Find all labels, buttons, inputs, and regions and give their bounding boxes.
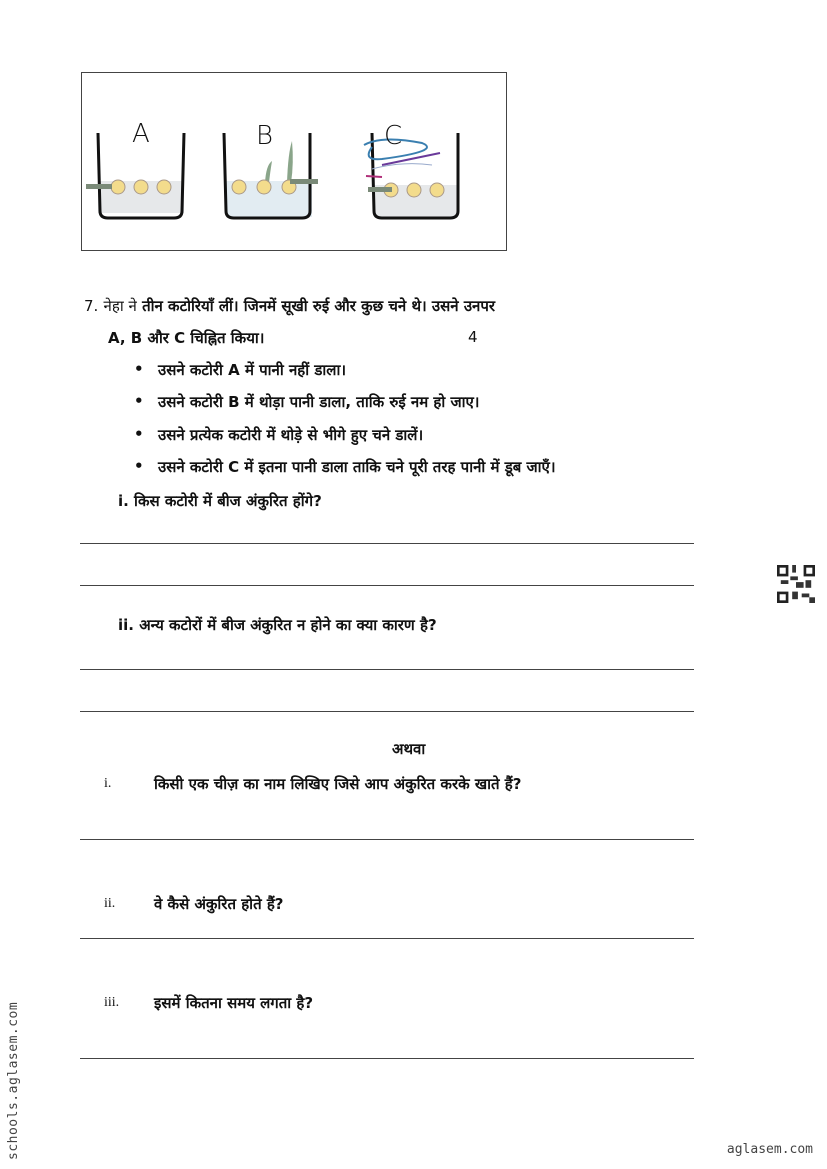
marks: 4 [468, 328, 478, 346]
watermark-left: schools.aglasem.com [6, 1001, 21, 1160]
question-7-line2: A, B और C चिह्नित किया। [108, 329, 265, 347]
answer-line [80, 938, 694, 939]
cup-c [364, 133, 458, 218]
answer-line [80, 669, 694, 670]
alt-item-number: ii. [104, 896, 116, 911]
question-7-line1 [84, 296, 495, 316]
alt-item-number: iii. [104, 995, 120, 1010]
answer-line [80, 543, 694, 544]
alt-item-number: i. [104, 776, 112, 791]
experiment-figure [81, 72, 507, 251]
cup-label-c: C [384, 121, 403, 151]
alt-item-text: वे कैसे अंकुरित होते हैं? [154, 895, 284, 913]
bullet-item: • उसने प्रत्येक कटोरी में थोड़े से भीगे हुए चने डालें। [158, 425, 423, 445]
qr-code-icon [777, 565, 815, 603]
alt-item-text: किसी एक चीज़ का नाम लिखिए जिसे आप अंकुरित करके खाते हैं? [154, 775, 522, 793]
intro-bold: तीन कटोरियाँ लीं। जिनमें सूखी रुई और कुछ चने थे। उसने उनपर [142, 297, 496, 315]
answer-line [80, 585, 694, 586]
answer-line [80, 839, 694, 840]
or-heading: अथवा [392, 740, 426, 758]
sub-question-ii: ii. अन्य कटोरों में बीज अंकुरित न होने का क्या कारण है? [118, 616, 437, 634]
bullet-item: • उसने कटोरी C में इतना पानी डाला ताकि चने पूरी तरह पानी में डूब जाएँ। [158, 457, 556, 477]
alt-item-text: इसमें कितना समय लगता है? [154, 994, 314, 1012]
cups-illustration [82, 73, 506, 250]
watermark-right: aglasem.com [726, 1142, 813, 1157]
cup-label-b: B [256, 121, 274, 151]
sub-question-i: i. किस कटोरी में बीज अंकुरित होंगे? [118, 492, 322, 510]
answer-line [80, 711, 694, 712]
question-number: 7. [84, 297, 99, 315]
bullet-item: • उसने कटोरी B में थोड़ा पानी डाला, ताकि रुई नम हो जाए। [158, 392, 480, 412]
answer-line [80, 1058, 694, 1059]
intro-plain: नेहा ने [103, 297, 137, 315]
cup-label-a: A [132, 119, 150, 149]
bullet-item: • उसने कटोरी A में पानी नहीं डाला। [158, 360, 346, 380]
